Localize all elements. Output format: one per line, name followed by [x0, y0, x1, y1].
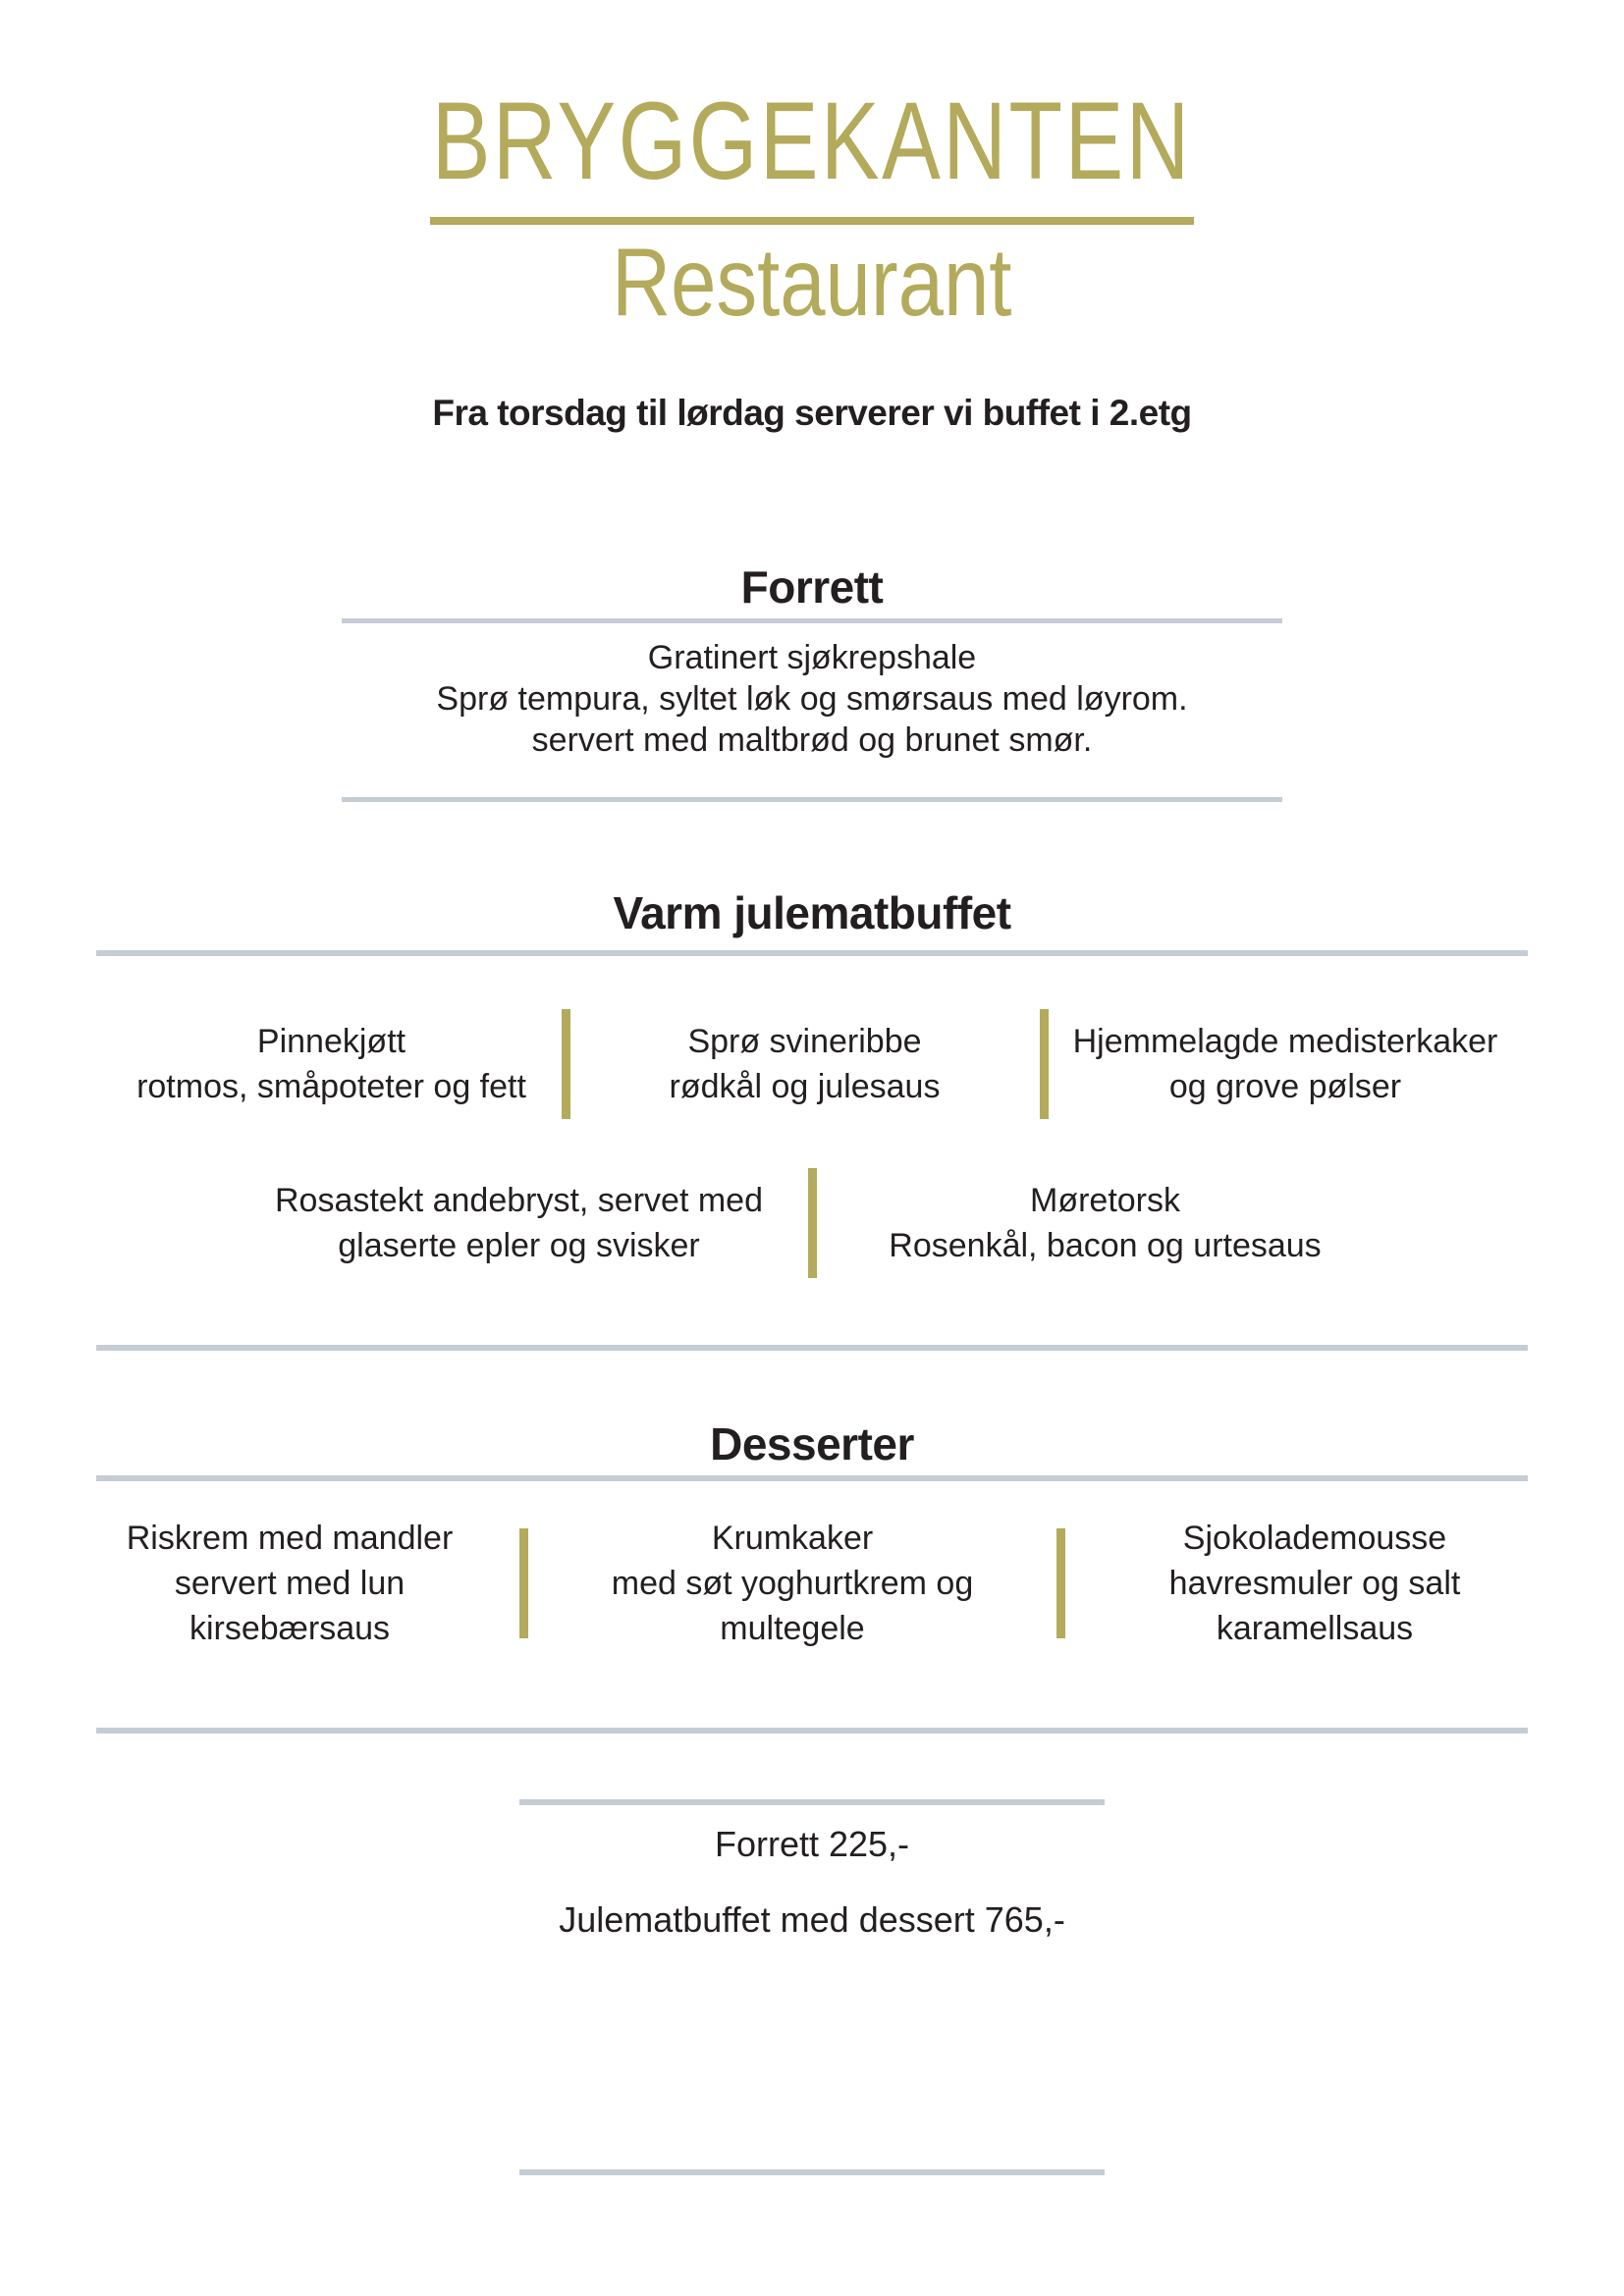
bottom-rule: [519, 2169, 1105, 2175]
menu-item: [83, 1516, 496, 1651]
desserts-bottom-rule: [96, 1728, 1528, 1734]
starter-description: [0, 637, 1624, 761]
buffet-top-rule: [96, 950, 1528, 956]
item-name: Sprø svineribbe: [687, 1023, 922, 1060]
item-desc: og grove pølser: [1168, 1068, 1402, 1105]
item-name: Pinnekjøtt: [256, 1023, 406, 1060]
buffet-row-1: [0, 1009, 1624, 1119]
item-desc: Rosenkål, bacon og urtesaus: [889, 1227, 1322, 1264]
section-starter: [0, 560, 1624, 802]
desserts-heading: Desserter: [710, 1418, 914, 1469]
buffet-price: Julematbuffet med dessert 765,-: [559, 1899, 1065, 1940]
column-divider: [1056, 1528, 1065, 1638]
starter-bottom-rule: [342, 797, 1282, 802]
desserts-top-rule: [96, 1475, 1528, 1481]
section-buffet: [0, 885, 1624, 1351]
section-prices: [0, 1799, 1624, 2175]
item-desc: glaserte epler og svisker: [338, 1227, 700, 1264]
restaurant-subtitle-text: Restaurant: [612, 228, 1012, 336]
restaurant-name: [0, 0, 1624, 202]
desserts-row: [0, 1520, 1624, 1647]
restaurant-name-text: BRYGGEKANTEN: [432, 80, 1192, 202]
item-name: Rosastekt andebryst, servet med: [274, 1182, 763, 1219]
menu-item: [840, 1178, 1371, 1268]
buffet-tagline: Fra torsdag til lørdag serverer vi buffet i 2.etg: [432, 393, 1192, 433]
menu-item: [552, 1516, 1033, 1651]
starter-price: Forrett 225,-: [714, 1824, 910, 1864]
menu-item: [126, 1019, 538, 1109]
menu-item: [1089, 1516, 1541, 1651]
item-desc: servert med lun kirsebærsaus: [174, 1565, 406, 1647]
item-name: Møretorsk: [1030, 1182, 1180, 1219]
section-desserts: [0, 1416, 1624, 1734]
starter-heading: Forrett: [740, 561, 884, 613]
menu-item: [594, 1019, 1016, 1109]
column-divider: [808, 1168, 817, 1278]
restaurant-subtitle: [0, 228, 1624, 336]
column-divider: [562, 1009, 570, 1119]
menu-item: [254, 1178, 785, 1268]
starter-top-rule: [342, 618, 1282, 623]
prices-top-rule: [519, 1799, 1105, 1805]
buffet-row-2: [0, 1168, 1624, 1278]
item-name: Riskrem med mandler: [126, 1520, 454, 1557]
item-name: Hjemmelagde medisterkaker: [1072, 1023, 1498, 1060]
brand-divider-rule: [430, 217, 1194, 225]
buffet-heading: Varm julematbuffet: [613, 887, 1011, 938]
item-desc: havresmuler og salt karamellsaus: [1168, 1565, 1461, 1647]
starter-line: servert med maltbrød og brunet smør.: [531, 721, 1093, 759]
item-name: Sjokolademousse: [1182, 1520, 1447, 1557]
brand-header: [0, 0, 1624, 437]
item-desc: med søt yoghurtkrem og multegele: [611, 1565, 974, 1647]
menu-item: [1072, 1019, 1499, 1109]
item-desc: rotmos, småpoteter og fett: [136, 1068, 526, 1105]
item-name: Krumkaker: [711, 1520, 874, 1557]
buffet-bottom-rule: [96, 1345, 1528, 1351]
column-divider: [1040, 1009, 1049, 1119]
column-divider: [519, 1528, 528, 1638]
item-desc: rødkål og julesaus: [669, 1068, 941, 1105]
starter-line: Sprø tempura, syltet løk og smørsaus med løyrom.: [436, 680, 1188, 718]
starter-line: Gratinert sjøkrepshale: [647, 639, 977, 676]
